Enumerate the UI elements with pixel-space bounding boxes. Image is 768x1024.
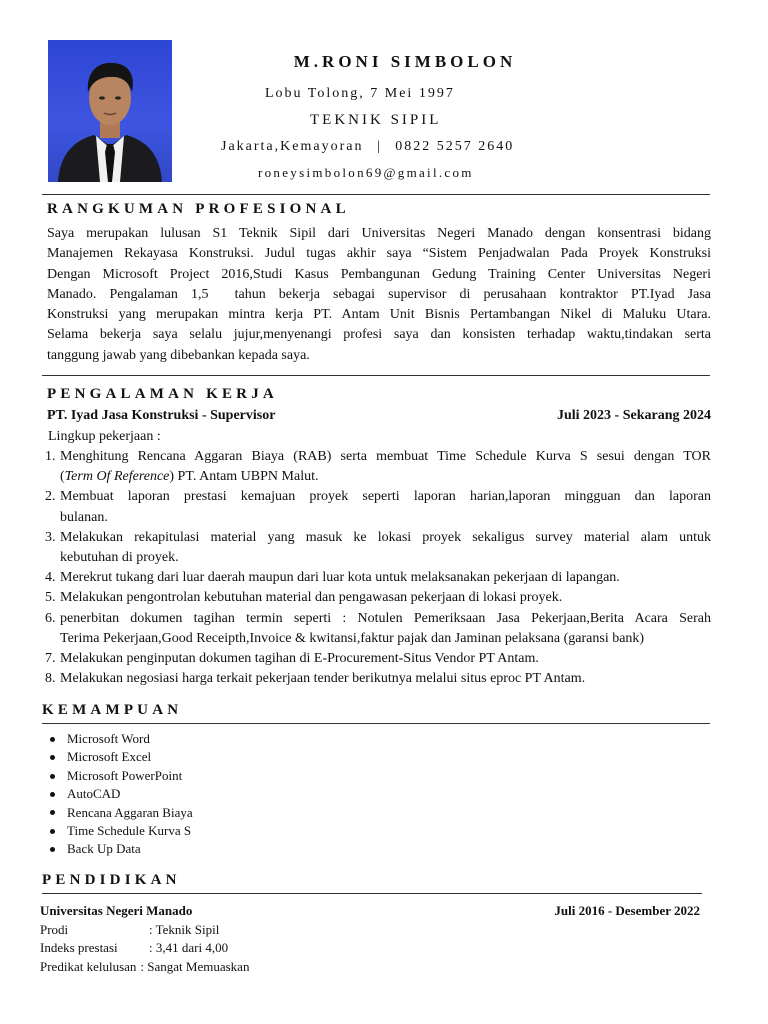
- list-item: [45, 568, 711, 588]
- list-item: [45, 609, 711, 649]
- summary-line: Selama bekerja saya selalu jujur,menyenangi profesi saya dan konsisten terhadap waktu,tindakan serta: [47, 327, 711, 343]
- detail-row: [40, 958, 249, 976]
- person-portrait-icon: [48, 40, 172, 182]
- bullet-icon: [50, 774, 55, 779]
- task-list: [45, 447, 711, 689]
- list-item: [50, 840, 193, 858]
- detail-row: [40, 939, 249, 957]
- item-text: Melakukan pengontrolan kebutuhan material dan pengawasan pekerjaan di lokasi proyek.: [60, 590, 563, 606]
- summary-line: Konstruksi yang merupakan mintra kerja PT. Antam Unit Bisnis Pertambangan Nikel di Maluku Utara.: [47, 307, 711, 323]
- separator: |: [376, 139, 382, 154]
- phone-number: 0822 5257 2640: [395, 139, 515, 154]
- education-title: PENDIDIKAN: [42, 872, 181, 888]
- item-number: 3.: [45, 529, 56, 545]
- skills-list: [50, 730, 193, 859]
- item-line: [60, 467, 711, 487]
- list-item: [45, 487, 711, 527]
- summary-line: Manado. Pengalaman 1,5 tahun bekerja sebagai supervisor di perusahaan kontraktor PT.Iyad Jasa: [47, 286, 711, 302]
- detail-value: : Sangat Memuaskan: [140, 958, 250, 974]
- skill-label: Microsoft Word: [67, 731, 150, 746]
- detail-label: Predikat kelulusan: [40, 958, 137, 974]
- item-number: 5.: [45, 590, 56, 606]
- bullet-icon: [50, 810, 55, 815]
- email-address: roneysimbolon69@gmail.com: [258, 165, 474, 180]
- item-text: [60, 609, 711, 649]
- education-period: Juli 2016 - Desember 2022: [554, 903, 700, 918]
- summary-line: Manajemen Rekayasa Konstruksi. Judul tugas akhir saya “Sistem Penjadwalan Pada Proyek Konstruksi: [47, 246, 711, 262]
- list-item: [50, 822, 193, 840]
- list-item: [50, 804, 193, 822]
- item-text-part: ) PT. Antam UBPN Malut.: [169, 469, 319, 485]
- bullet-icon: [50, 755, 55, 760]
- item-line: bulanan.: [60, 509, 108, 525]
- item-text: Melakukan penginputan dokumen tagihan di E-Procurement-Situs Vendor PT Antam.: [60, 651, 539, 667]
- item-number: 7.: [45, 651, 56, 667]
- bullet-icon: [50, 792, 55, 797]
- summary-line: Saya merupakan lulusan S1 Teknik Sipil dari Universitas Negeri Manado dengan konsentrasi bidang: [47, 226, 711, 241]
- detail-label: Prodi: [40, 922, 69, 937]
- job-company: PT. Iyad Jasa Konstruksi - Supervisor: [47, 408, 276, 423]
- item-number: 4.: [45, 570, 56, 586]
- item-number: 2.: [45, 489, 56, 505]
- bullet-icon: [50, 737, 55, 742]
- item-number: 8.: [45, 671, 56, 687]
- list-item: [50, 730, 193, 748]
- item-line: Terima Pekerjaan,Good Receipth,Invoice & kwitansi,faktur pajak dan Jaminan pelaksana (garansi bank): [60, 630, 645, 646]
- summary-line: Dengan Microsoft Project 2016,Studi Kasus Pembangunan Gedung Training Center Universitas Negeri: [47, 266, 711, 282]
- list-item: [45, 588, 711, 608]
- list-item: [50, 748, 193, 766]
- summary-text: [47, 224, 711, 366]
- experience-title: PENGALAMAN KERJA: [47, 386, 278, 402]
- summary-line: tanggung jawab yang dibebankan kepada saya.: [47, 347, 310, 363]
- skill-label: AutoCAD: [67, 786, 121, 802]
- education-header: [40, 902, 700, 920]
- item-text: [60, 447, 711, 487]
- item-text: Melakukan negosiasi harga terkait pekerjaan tender berikutnya melalui situs eproc PT Antam.: [60, 671, 586, 687]
- item-text: Merekrut tukang dari luar daerah maupun dari luar kota untuk melaksanakan pekerjaan di lapangan.: [60, 570, 620, 586]
- birth-info: Lobu Tolong, 7 Mei 1997: [265, 86, 455, 101]
- item-line: penerbitan dokumen tagihan termin seperti : Notulen Pemeriksaan Jasa Pekerjaan,Berita Acara Serah: [60, 610, 711, 626]
- item-number: 1.: [45, 449, 56, 464]
- bullet-icon: [50, 847, 55, 852]
- list-item: [45, 447, 711, 487]
- item-text-part: (: [60, 469, 65, 485]
- job-header: [47, 408, 711, 424]
- skill-label: Microsoft Excel: [67, 749, 152, 765]
- job-period: Juli 2023 - Sekarang 2024: [556, 408, 711, 423]
- skill-label: Microsoft PowerPoint: [67, 767, 183, 783]
- detail-row: [40, 921, 249, 939]
- item-line: Melakukan rekapitulasi material yang masuk ke lokasi proyek sekaligus survey material alam untuk: [60, 529, 711, 545]
- list-item: [45, 669, 711, 689]
- list-item: [45, 528, 711, 568]
- school-name: Universitas Negeri Manado: [40, 903, 193, 918]
- detail-value: : Teknik Sipil: [149, 922, 220, 937]
- list-item: [50, 785, 193, 803]
- field-of-study: TEKNIK SIPIL: [310, 112, 442, 128]
- divider: [42, 723, 710, 724]
- profile-photo: [48, 40, 172, 182]
- divider: [42, 375, 710, 376]
- item-number: 6.: [45, 610, 56, 626]
- item-line: Membuat laporan prestasi kemajuan proyek seperti laporan harian,laporan mingguan dan laporan: [60, 489, 711, 505]
- bullet-icon: [50, 829, 55, 834]
- divider: [42, 893, 702, 894]
- location: Jakarta,Kemayoran: [221, 139, 364, 154]
- item-line: kebutuhan di proyek.: [60, 550, 179, 566]
- summary-title: RANGKUMAN PROFESIONAL: [47, 201, 350, 217]
- contact-line: [221, 139, 514, 155]
- skill-label: Rencana Aggaran Biaya: [67, 804, 193, 820]
- item-text-italic: Term Of Reference: [64, 469, 170, 485]
- detail-label: Indeks prestasi: [40, 940, 118, 956]
- list-item: [45, 649, 711, 669]
- skill-label: Time Schedule Kurva S: [67, 823, 192, 839]
- item-text: [60, 487, 711, 527]
- divider: [42, 194, 710, 195]
- list-item: [50, 767, 193, 785]
- item-line: Menghitung Rencana Aggaran Biaya (RAB) serta membuat Time Schedule Kurva S sesui dengan TOR: [60, 449, 711, 464]
- item-text: [60, 528, 711, 568]
- candidate-name: M.RONI SIMBOLON: [293, 52, 517, 71]
- skill-label: Back Up Data: [67, 841, 141, 857]
- detail-value: : 3,41 dari 4,00: [149, 940, 229, 956]
- education-details: [40, 921, 249, 976]
- scope-label: Lingkup pekerjaan :: [48, 429, 161, 444]
- skills-title: KEMAMPUAN: [42, 702, 183, 718]
